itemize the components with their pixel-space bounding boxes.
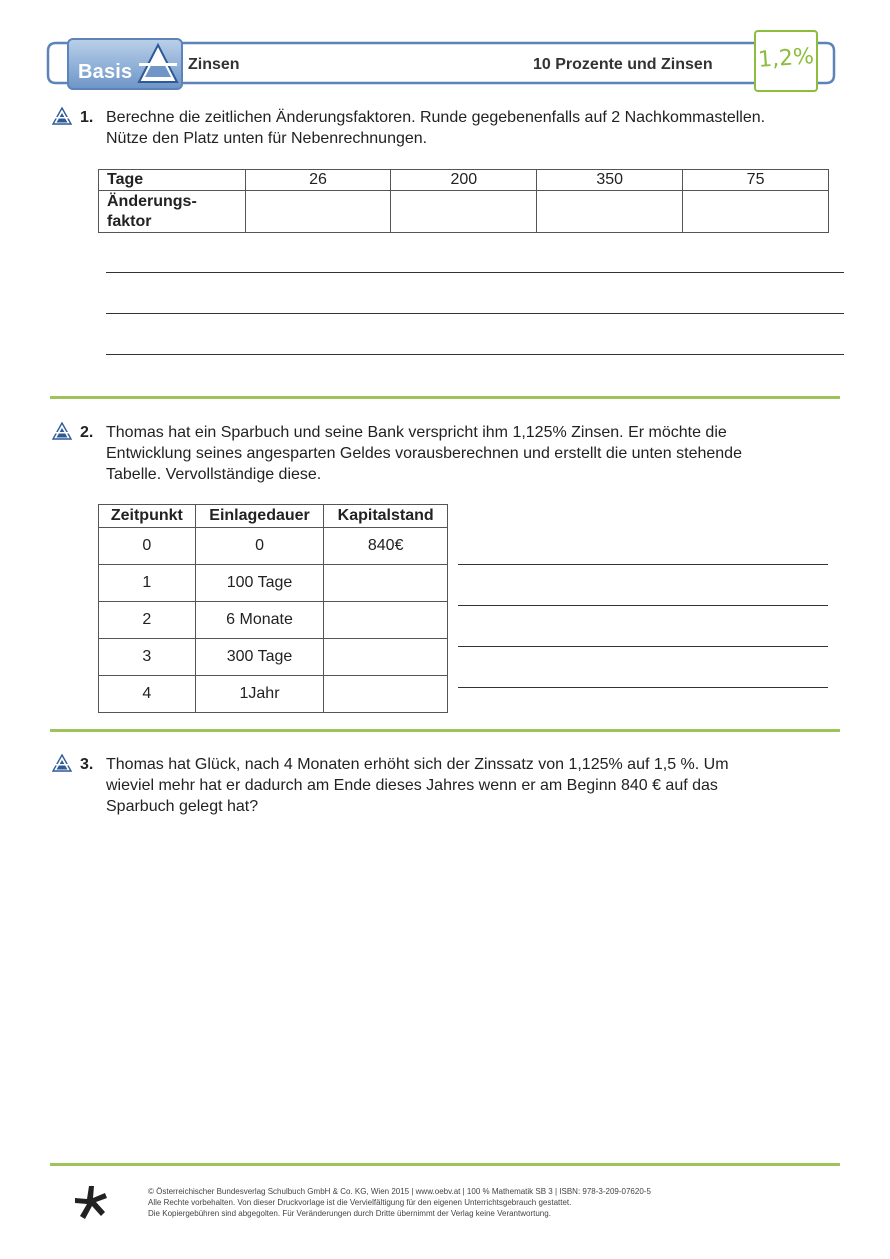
publisher-logo-icon (72, 1184, 110, 1222)
answer-cell[interactable] (324, 639, 448, 676)
answer-cell[interactable] (391, 191, 537, 233)
task-1-number: 1. (80, 109, 94, 126)
table-cell: 100 Tage (195, 565, 324, 602)
label-line: Änderungs- (107, 192, 197, 210)
answer-line[interactable] (458, 646, 828, 647)
basis-badge-label: Basis (78, 61, 133, 83)
task-3-line: Sparbuch gelegt hat? (106, 798, 259, 815)
table-cell: 1 (99, 565, 196, 602)
answer-cell[interactable] (537, 191, 683, 233)
task-2-line: Entwicklung seines angesparten Geldes vorausberechnen und erstellt die unten stehende (106, 445, 742, 462)
answer-cell[interactable] (324, 602, 448, 639)
answer-line[interactable] (458, 564, 828, 565)
column-header: Zeitpunkt (99, 505, 196, 528)
task-1-text (106, 107, 765, 149)
answer-line[interactable] (458, 687, 828, 688)
table-cell-label: Tage (99, 170, 246, 191)
answer-line[interactable] (458, 605, 828, 606)
table-cell: 0 (99, 528, 196, 565)
column-header: Einlagedauer (195, 505, 324, 528)
task-1-line: Nütze den Platz unten für Nebenrechnungen. (106, 130, 428, 147)
task-3-number: 3. (80, 756, 94, 773)
footer-divider (50, 1163, 840, 1166)
table-cell: 2 (99, 602, 196, 639)
table-cell-days: 75 (683, 170, 829, 191)
table-cell: 0 (195, 528, 324, 565)
task-2-line: Tabelle. Vervollständige diese. (106, 466, 322, 483)
task-2-line: Thomas hat ein Sparbuch und seine Bank verspricht ihm 1,125% Zinsen. Er möchte die (106, 424, 727, 441)
section-divider (50, 396, 840, 399)
table-row (99, 639, 448, 676)
table-cell-days: 350 (537, 170, 683, 191)
pyramid-icon (136, 42, 180, 86)
answer-cell[interactable] (324, 565, 448, 602)
answer-line[interactable] (106, 313, 844, 314)
table-cell-days: 26 (245, 170, 391, 191)
table-cell: 3 (99, 639, 196, 676)
header-topic: Zinsen (188, 56, 240, 73)
footer-line: Alle Rechte vorbehalten. Von dieser Druckvorlage ist die Vervielfältigung für den eigenen Unterrichtsgebrauch gestattet. (148, 1198, 572, 1207)
table-cell: 300 Tage (195, 639, 324, 676)
answer-area[interactable] (60, 830, 840, 1150)
table-cell: 4 (99, 676, 196, 713)
task-2-number: 2. (80, 424, 94, 441)
table-row (99, 191, 829, 233)
table-row (99, 602, 448, 639)
table-cell: 6 Monate (195, 602, 324, 639)
task-2-text (106, 422, 742, 485)
change-factor-table (98, 169, 829, 233)
task-1-line: Berechne die zeitlichen Änderungsfaktoren. Runde gegebenenfalls auf 2 Nachkommastellen. (106, 109, 766, 126)
table-row (99, 676, 448, 713)
task-3-text (106, 754, 729, 817)
answer-cell[interactable] (324, 676, 448, 713)
table-cell: 840€ (324, 528, 448, 565)
stamp-label: 1,2% (757, 44, 815, 73)
task-3-line: Thomas hat Glück, nach 4 Monaten erhöht sich der Zinssatz von 1,125% auf 1,5 %. Um (106, 756, 729, 773)
answer-cell[interactable] (245, 191, 391, 233)
difficulty-pyramid-icon (52, 422, 72, 440)
task-3-line: wieviel mehr hat er dadurch am Ende dieses Jahres wenn er am Beginn 840 € auf das (106, 777, 718, 794)
column-header: Kapitalstand (324, 505, 448, 528)
answer-line[interactable] (106, 272, 844, 273)
header-chapter: 10 Prozente und Zinsen (533, 56, 713, 73)
table-header-row (99, 505, 448, 528)
difficulty-pyramid-icon (52, 107, 72, 125)
savings-table (98, 504, 448, 713)
table-row (99, 565, 448, 602)
table-cell-days: 200 (391, 170, 537, 191)
section-divider (50, 729, 840, 732)
answer-line[interactable] (106, 354, 844, 355)
table-row (99, 528, 448, 565)
table-row (99, 170, 829, 191)
table-cell-label (99, 191, 246, 233)
footer-line: Die Kopiergebühren sind abgegolten. Für Veränderungen durch Dritte übernimmt der Verlag keine Verantwortung. (148, 1209, 551, 1218)
difficulty-pyramid-icon (52, 754, 72, 772)
copyright-notice (148, 1186, 651, 1219)
label-line: faktor (107, 212, 152, 230)
answer-cell[interactable] (683, 191, 829, 233)
footer-line: © Österreichischer Bundesverlag Schulbuch GmbH & Co. KG, Wien 2015 | www.oebv.at | 100 % Mathematik SB 3 | ISBN: 978-3-209-07620-5 (148, 1187, 651, 1196)
table-cell: 1Jahr (195, 676, 324, 713)
